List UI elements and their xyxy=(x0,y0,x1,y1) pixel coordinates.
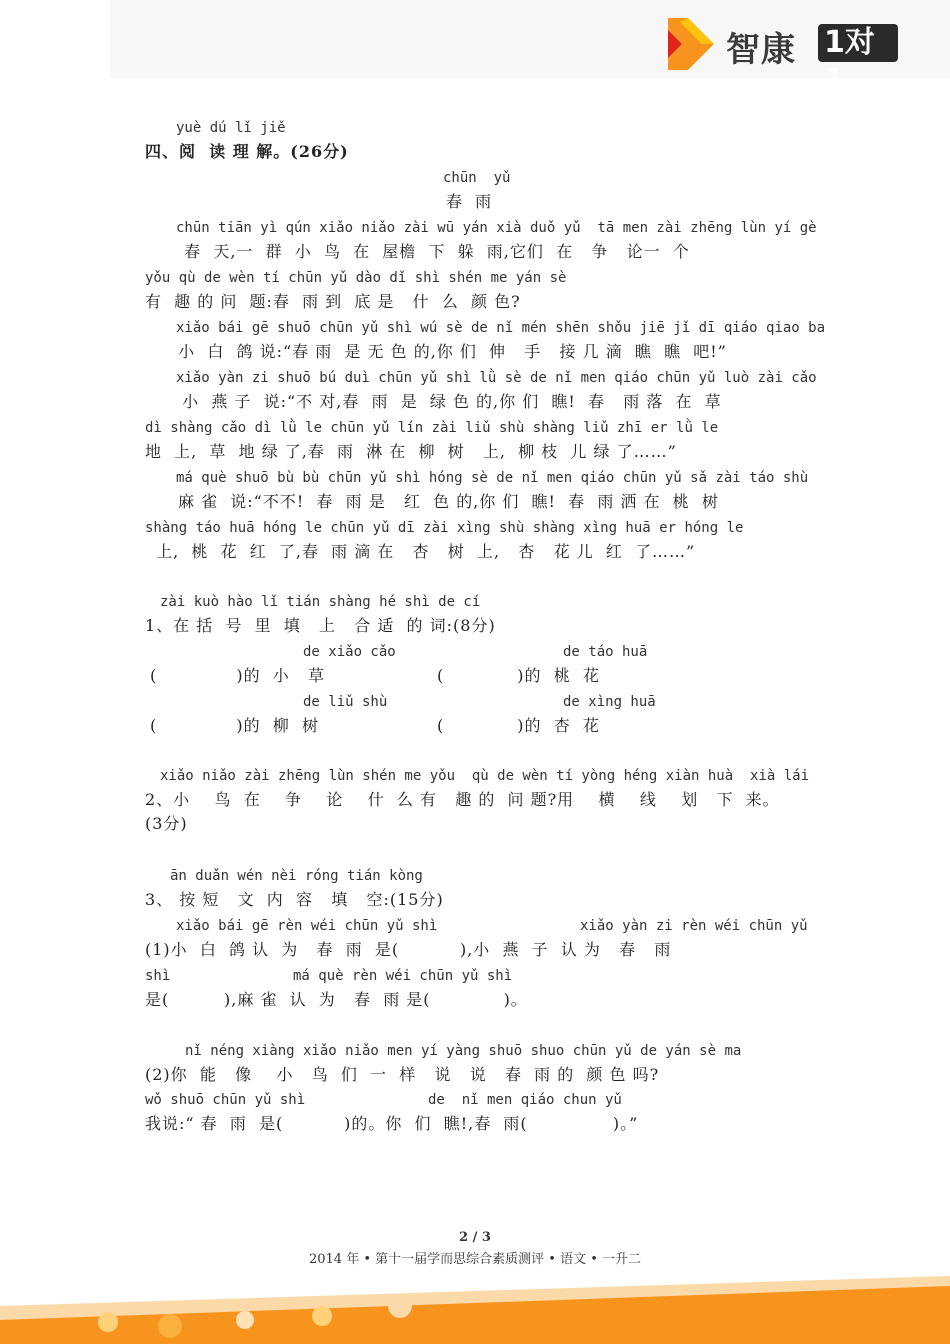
pinyin-line: de nǐ men qiáo chun yǔ xyxy=(428,1092,622,1108)
pinyin-line: de táo huā xyxy=(563,644,648,660)
question-2-score: (3分) xyxy=(145,814,188,833)
blank-line: ( )的 柳 树 xyxy=(150,716,319,735)
molecule-icon xyxy=(312,1306,332,1326)
lightbulb-icon xyxy=(98,1312,118,1332)
pinyin-line: má què rèn wéi chūn yǔ shì xyxy=(293,968,513,984)
question-3-1: (1)小 白 鸽 认 为 春 雨 是( ),小 燕 子 认 为 春 雨 xyxy=(145,940,672,959)
question-3-2: (2)你 能 像 小 鸟 们 一 样 说 说 春 雨 的 颜 色 吗? xyxy=(145,1065,660,1084)
passage-title: 春 雨 xyxy=(446,192,493,211)
passage-line: 麻 雀 说:“不不! 春 雨 是 红 色 的,你 们 瞧! 春 雨 洒 在 桃 树 xyxy=(178,492,719,511)
logo-badge: 1对1 xyxy=(818,24,898,62)
pinyin-line: yuè dú lǐ jiě xyxy=(176,120,286,136)
passage-line: 小 燕 子 说:“不 对,春 雨 是 绿 色 的,你 们 瞧! 春 雨 落 在 草 xyxy=(170,392,722,411)
question-2: 2、小 鸟 在 争 论 什 么 有 趣 的 问 题?用 横 线 划 下 来。 xyxy=(145,790,780,809)
leaf-icon xyxy=(158,1314,182,1338)
pinyin-line: xiǎo yàn zi rèn wéi chūn yǔ xyxy=(580,918,808,934)
pinyin-line: xiǎo bái gē rèn wéi chūn yǔ shì xyxy=(176,918,438,934)
pinyin-line: má què shuō bù bù chūn yǔ shì hóng sè de nǐ men qiáo chūn yǔ sǎ zài táo shù xyxy=(176,470,809,486)
pinyin-line: xiǎo yàn zi shuō bú duì chūn yǔ shì lǜ sè de nǐ men qiáo chūn yǔ luò zài cǎo xyxy=(176,370,817,386)
brand-logo xyxy=(668,18,898,98)
blank-line: ( )的 桃 花 xyxy=(437,666,600,685)
pinyin-line: xiǎo bái gē shuō chūn yǔ shì wú sè de nǐ mén shēn shǒu jiē jǐ dī qiáo qiao ba xyxy=(176,320,826,336)
pinyin-line: nǐ néng xiàng xiǎo niǎo men yí yàng shuō shuo chūn yǔ de yán sè ma xyxy=(185,1043,742,1059)
passage-line: 有 趣 的 问 题:春 雨 到 底 是 什 么 颜 色? xyxy=(145,292,521,311)
answer-line: 我说:“ 春 雨 是( )的。你 们 瞧!,春 雨( )。” xyxy=(145,1114,639,1133)
passage-line: 小 白 鸽 说:“春 雨 是 无 色 的,你 们 伸 手 接 几 滴 瞧 瞧 吧!” xyxy=(166,342,727,361)
pinyin-line: wǒ shuō chūn yǔ shì xyxy=(145,1092,306,1108)
page-number: 2 / 3 xyxy=(459,1230,491,1245)
pinyin-line: chūn yǔ xyxy=(443,170,511,186)
question-3-1-cont: 是( ),麻 雀 认 为 春 雨 是( )。 xyxy=(145,990,528,1009)
blank-line: ( )的 杏 花 xyxy=(437,716,600,735)
pinyin-line: de xiǎo cǎo xyxy=(303,644,396,660)
decorative-bottom-band xyxy=(0,1276,950,1344)
passage-line: 地 上, 草 地 绿 了,春 雨 淋 在 柳 树 上, 柳 枝 儿 绿 了……” xyxy=(145,442,677,461)
passage-line: 上, 桃 花 红 了,春 雨 滴 在 杏 树 上, 杏 花 儿 红 了……” xyxy=(150,542,696,561)
pinyin-line: xiǎo niǎo zài zhēng lùn shén me yǒu qù de wèn tí yòng héng xiàn huà xià lái xyxy=(160,768,810,784)
footer-title: 2014 年 • 第十一届学而思综合素质测评 • 语文 • 一升二 xyxy=(308,1252,641,1267)
pinyin-line: zài kuò hào lǐ tián shàng hé shì de cí xyxy=(160,594,481,610)
pinyin-line: dì shàng cǎo dì lǜ le chūn yǔ lín zài liǔ shù shàng liǔ zhī er lǜ le xyxy=(145,420,719,436)
section-heading: 四、阅 读 理 解。(26分) xyxy=(145,142,349,161)
question-3: 3、 按 短 文 内 容 填 空:(15分) xyxy=(145,890,444,909)
passage-line: 春 天,一 群 小 鸟 在 屋檐 下 躲 雨,它们 在 争 论一 个 xyxy=(172,242,690,261)
pinyin-line: chūn tiān yì qún xiǎo niǎo zài wū yán xià duǒ yǔ tā men zài zhēng lùn yí gè xyxy=(176,220,817,236)
blank-line: ( )的 小 草 xyxy=(150,666,326,685)
logo-mark-icon xyxy=(668,18,716,70)
moon-icon xyxy=(236,1311,254,1329)
pinyin-line: ān duǎn wén nèi róng tián kòng xyxy=(170,868,423,884)
logo-text: 智康 xyxy=(726,30,796,70)
pinyin-line: de liǔ shù xyxy=(303,694,388,710)
question-1: 1、在 括 号 里 填 上 合 适 的 词:(8分) xyxy=(145,616,496,635)
pinyin-line: yǒu qù de wèn tí chūn yǔ dào dǐ shì shén me yán sè xyxy=(145,270,567,286)
pinyin-line: shàng táo huā hóng le chūn yǔ dī zài xìng shù shàng xìng huā er hóng le xyxy=(145,520,744,536)
pinyin-line: de xìng huā xyxy=(563,694,656,710)
sun-icon xyxy=(388,1294,412,1318)
pinyin-line: shì xyxy=(145,968,171,984)
